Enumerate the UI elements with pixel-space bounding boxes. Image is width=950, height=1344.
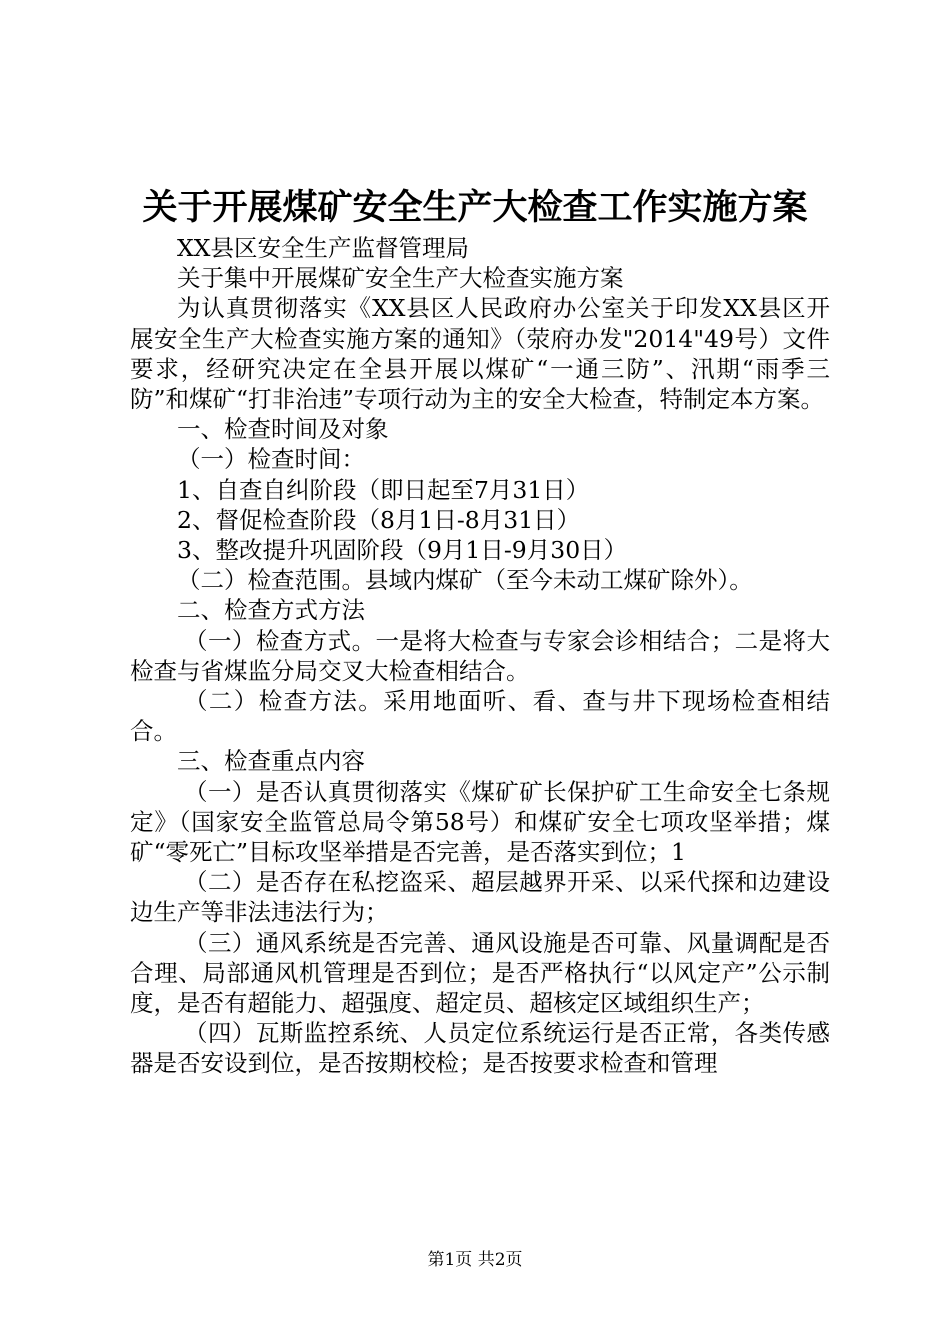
list-item-stage-2: 2、督促检查阶段（8月1日-8月31日） <box>177 505 581 534</box>
paragraph-intro: 为认真贯彻落实《XX县区人民政府办公室关于印发XX县区开展安全生产大检查实施方案的通知》（荥府办发"2014"49号）文件要求，经研究决定在全县开展以煤矿“一通三防”、汛期“雨季三防”和煤矿“打非治违”专项行动为主的安全大检查，特制定本方案。 <box>130 294 830 414</box>
list-item-stage-1: 1、自查自纠阶段（即日起至7月31日） <box>177 475 590 504</box>
heading-section-2: 二、检查方式方法 <box>177 596 365 625</box>
paragraph-method-2: （二）检查方法。采用地面听、看、查与井下现场检查相结合。 <box>130 687 830 746</box>
document-title: 关于开展煤矿安全生产大检查工作实施方案 <box>142 187 808 228</box>
heading-section-1: 一、检查时间及对象 <box>177 415 389 444</box>
paragraph-issuer: XX县区安全生产监督管理局 <box>177 234 469 262</box>
paragraph-content-4: （四）瓦斯监控系统、人员定位系统运行是否正常，各类传感器是否安设到位，是否按期校检；是否按要求检查和管理 <box>130 1019 830 1078</box>
paragraph-content-3: （三）通风系统是否完善、通风设施是否可靠、风量调配是否合理、局部通风机管理是否到位；是否严格执行“以风定产”公示制度，是否有超能力、超强度、超定员、超核定区域组织生产； <box>130 928 830 1018</box>
paragraph-method-1: （一）检查方式。一是将大检查与专家会诊相结合；二是将大检查与省煤监分局交叉大检查相结合。 <box>130 626 830 685</box>
subheading-time: （一）检查时间： <box>177 445 365 474</box>
paragraph-content-1: （一）是否认真贯彻落实《煤矿矿长保护矿工生命安全七条规定》（国家安全监管总局令第58号）和煤矿安全七项攻坚举措；煤矿“零死亡”目标攻坚举措是否完善，是否落实到位；1 <box>130 777 830 867</box>
document-body <box>130 233 830 1079</box>
list-item-stage-3: 3、整改提升巩固阶段（9月1日-9月30日） <box>177 536 628 565</box>
paragraph-subtitle: 关于集中开展煤矿安全生产大检查实施方案 <box>177 264 624 293</box>
paragraph-scope: （二）检查范围。县域内煤矿（至今未动工煤矿除外）。 <box>177 566 753 595</box>
page-footer: 第1页 共2页 <box>427 1250 523 1270</box>
heading-section-3: 三、检查重点内容 <box>177 747 365 776</box>
paragraph-content-2: （二）是否存在私挖盗采、超层越界开采、以采代探和边建设边生产等非法违法行为； <box>130 868 830 927</box>
